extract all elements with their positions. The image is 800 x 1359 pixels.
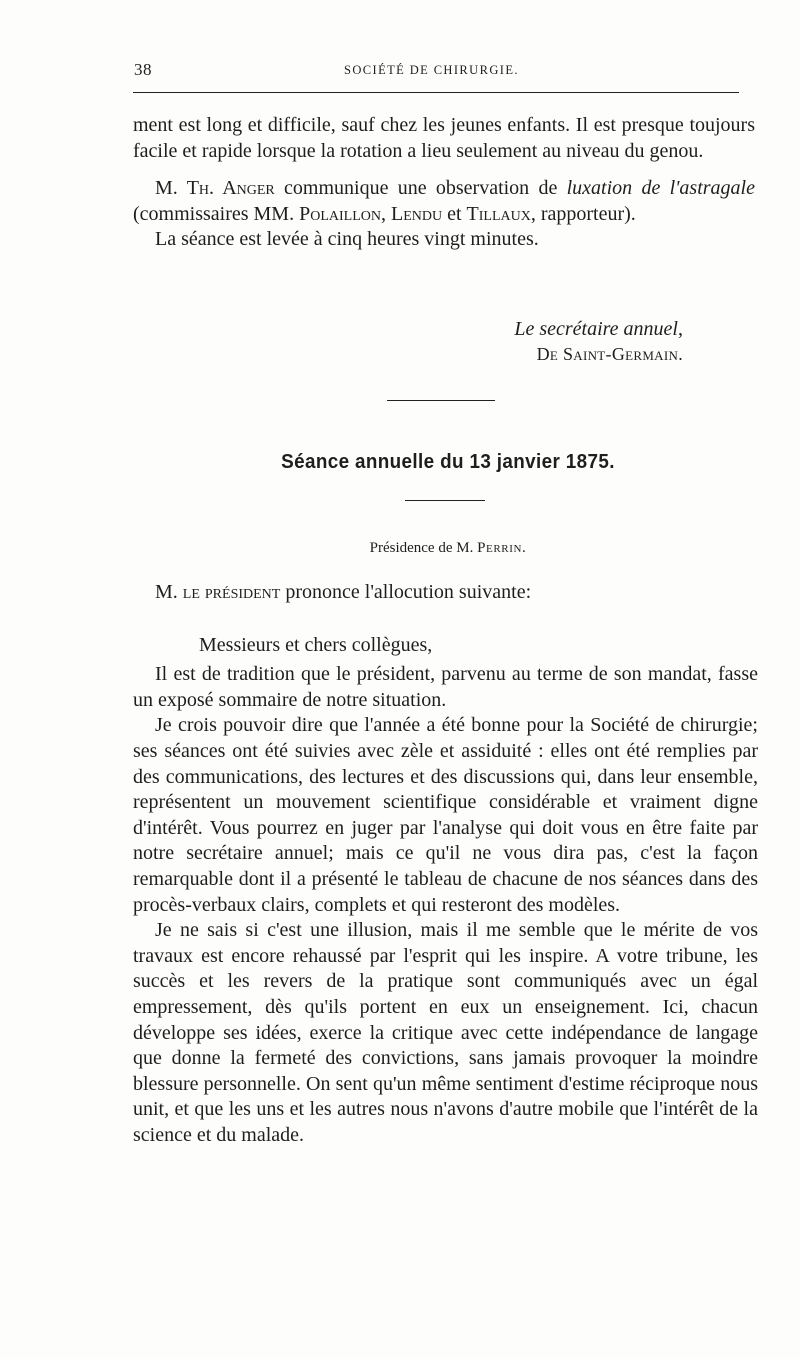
running-head bbox=[133, 60, 736, 84]
signature-role: Le secrétaire annuel, bbox=[514, 318, 683, 340]
speech-paragraph: Je ne sais si c'est une illusion, mais il me semble que le mérite de vos travaux est encore rehaussé par l'esprit qui les inspire. A votre tribune, les succès et les revers de la pratique sont communiqués avec un égal empressement, dès qu'ils portent en eux un enseignement. Ici, chacun développe ses idées, exerce la critique avec cette indépendance de langage que donne la fermeté des convictions, sans jamais provoquer la moindre blessure personnelle. On sent qu'un même sentiment d'estime réciproque nous unit, et que les uns et les autres nous n'avons d'autre mobile que l'intérêt de la science et du malade. bbox=[133, 919, 758, 1146]
top-text-block bbox=[133, 113, 755, 253]
text-segment: , rapporteur). bbox=[530, 202, 636, 225]
speech-block bbox=[133, 580, 758, 1148]
paragraph-continuation: ment est long et difficile, sauf chez les jeunes enfants. Il est presque toujours facile et rapide lorsque la rotation a lieu seulement au niveau du genou. bbox=[133, 114, 755, 162]
rapporteur-name: Tillaux bbox=[466, 202, 531, 225]
header-rule bbox=[133, 92, 739, 93]
presidence-line: Présidence de M. Perrin. bbox=[369, 540, 527, 556]
text-segment: et bbox=[442, 202, 467, 225]
speech-paragraph: Il est de tradition que le président, parvenu au terme de son mandat, fasse un exposé sommaire de notre situation. bbox=[133, 663, 758, 711]
section-divider bbox=[387, 400, 495, 401]
book-page bbox=[133, 0, 760, 1359]
running-title: SOCIÉTÉ DE CHIRURGIE. bbox=[344, 63, 519, 77]
president-name: Perrin. bbox=[477, 540, 527, 556]
text-segment: (commissaires MM. bbox=[133, 202, 300, 225]
page-number: 38 bbox=[134, 60, 152, 79]
signature-name: De Saint-Germain. bbox=[536, 344, 683, 364]
salutation: Messieurs et chers collègues, bbox=[199, 633, 433, 656]
speech-paragraph: Je crois pouvoir dire que l'année a été bonne pour la Société de chirurgie; ses séances ont été suivies avec zèle et assiduité : elles ont été remplies par des communications, des lectures et des discussions qui, dans leur ensemble, représentent un mouvement scientifique considérable et vraiment digne d'intérêt. Vous pourrez en juger par l'analyse qui doit vous en être faite par notre secrétaire annuel; mais ce qu'il ne vous dira pas, c'est la façon remarquable dont il a présenté le tableau de chacune de nos séances dans des procès-verbaux clairs, complets et qui resteront des modèles. bbox=[133, 714, 758, 916]
speaker-name: M. Th. Anger bbox=[155, 177, 275, 200]
observation-title: luxation de l'astragale bbox=[566, 177, 755, 200]
section-divider bbox=[405, 500, 485, 501]
commissioner-names: Polaillon, Lendu bbox=[299, 202, 443, 225]
president-title: le président bbox=[182, 581, 281, 603]
speech-intro: M. le président prononce l'allocution suivante: bbox=[155, 581, 532, 603]
paragraph-closing: La séance est levée à cinq heures vingt minutes. bbox=[155, 228, 539, 251]
paragraph-anger bbox=[133, 176, 755, 227]
text-segment: communique une observation de bbox=[274, 177, 567, 200]
session-heading: Séance annuelle du 13 janvier 1875. bbox=[281, 450, 615, 473]
